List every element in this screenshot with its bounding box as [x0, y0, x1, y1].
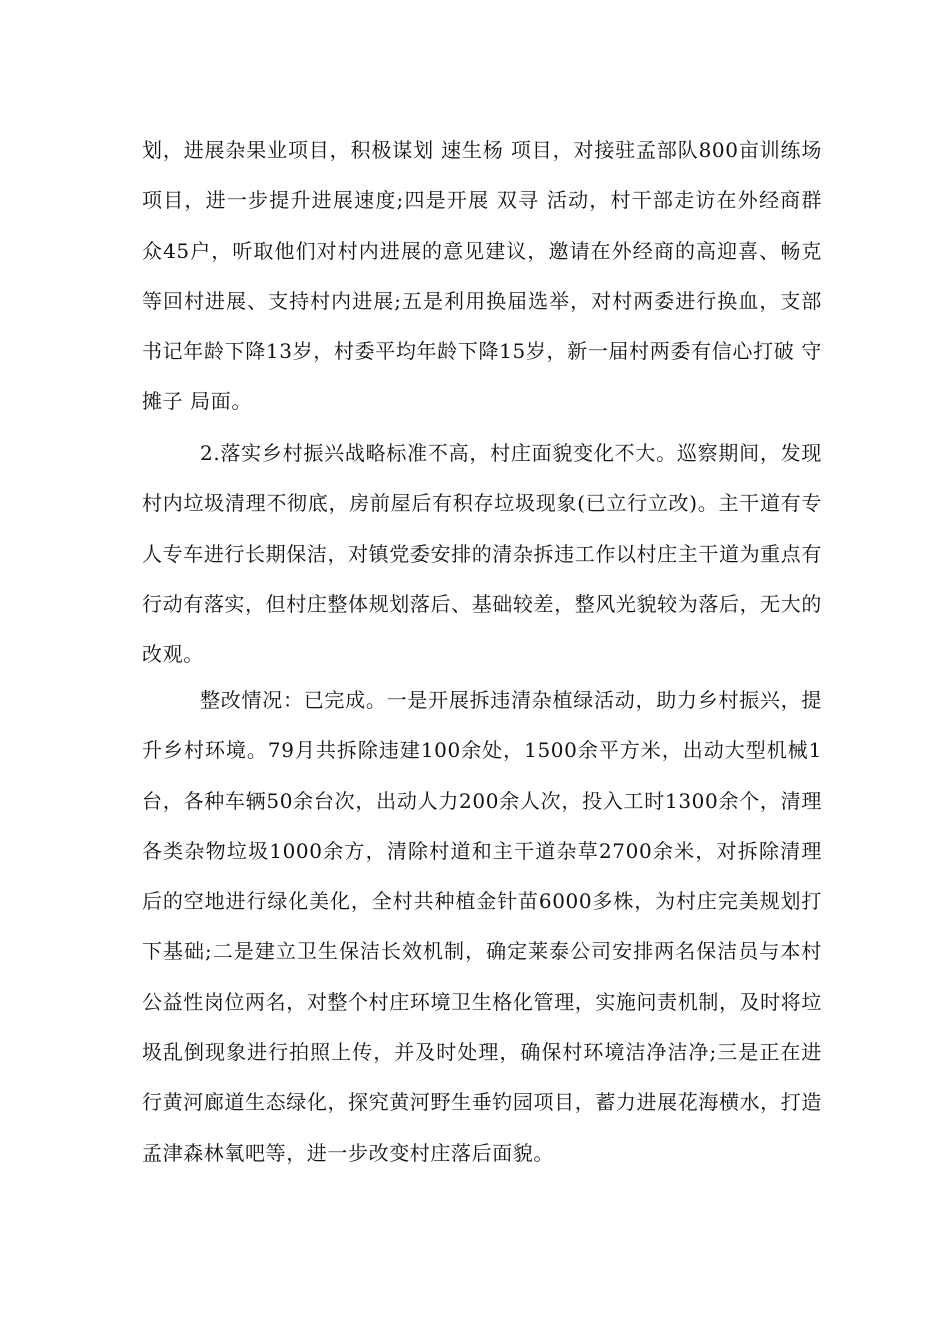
paragraph-block-1: [142, 125, 822, 427]
paragraph-block-3: [142, 675, 822, 1178]
body-paragraph-village-development: 划，进展杂果业项目，积极谋划 速生杨 项目，对接驻孟部队800亩训练场项目，进一步提升进展速度;四是开展 双寻 活动，村干部走访在外经商群众45户，听取他们对村内进展的意见建议，邀请在外经商的高迎喜、畅克等回村进展、支持村内进展;五是利用换届选举，对村两委进行换血，支部书记年龄下降13岁，村委平均年龄下降15岁，新一届村两委有信心打破 守摊子 局面。: [142, 138, 822, 414]
body-paragraph-rectification-status: 整改情况：已完成。一是开展拆违清杂植绿活动，助力乡村振兴，提升乡村环境。79月共拆除违建100余处，1500余平方米，出动大型机械1台，各种车辆50余台次，出动人力200余人次，投入工时1300余个，清理各类杂物垃圾1000余方，清除村道和主干道杂草2700余米，对拆除清理后的空地进行绿化美化，全村共种植金针苗6000多株，为村庄完美规划打下基础;二是建立卫生保洁长效机制，确定莱泰公司安排两名保洁员与本村公益性岗位两名，对整个村庄环境卫生格化管理，实施问责机制，及时将垃圾乱倒现象进行拍照上传，并及时处理，确保村环境洁净洁净;三是正在进行黄河廊道生态绿化，探究黄河野生垂钓园项目，蓄力进展花海横水，打造孟津森林氧吧等，进一步改变村庄落后面貌。: [142, 688, 822, 1165]
body-paragraph-rural-revitalization-issue: 2.落实乡村振兴战略标准不高，村庄面貌变化不大。巡察期间，发现村内垃圾清理不彻底，房前屋后有积存垃圾现象(已立行立改)。主干道有专人专车进行长期保洁，对镇党委安排的清杂拆违工作以村庄主干道为重点有行动有落实，但村庄整体规划落后、基础较差，整风光貌较为落后，无大的改观。: [142, 441, 822, 667]
paragraph-block-2: [142, 428, 822, 679]
